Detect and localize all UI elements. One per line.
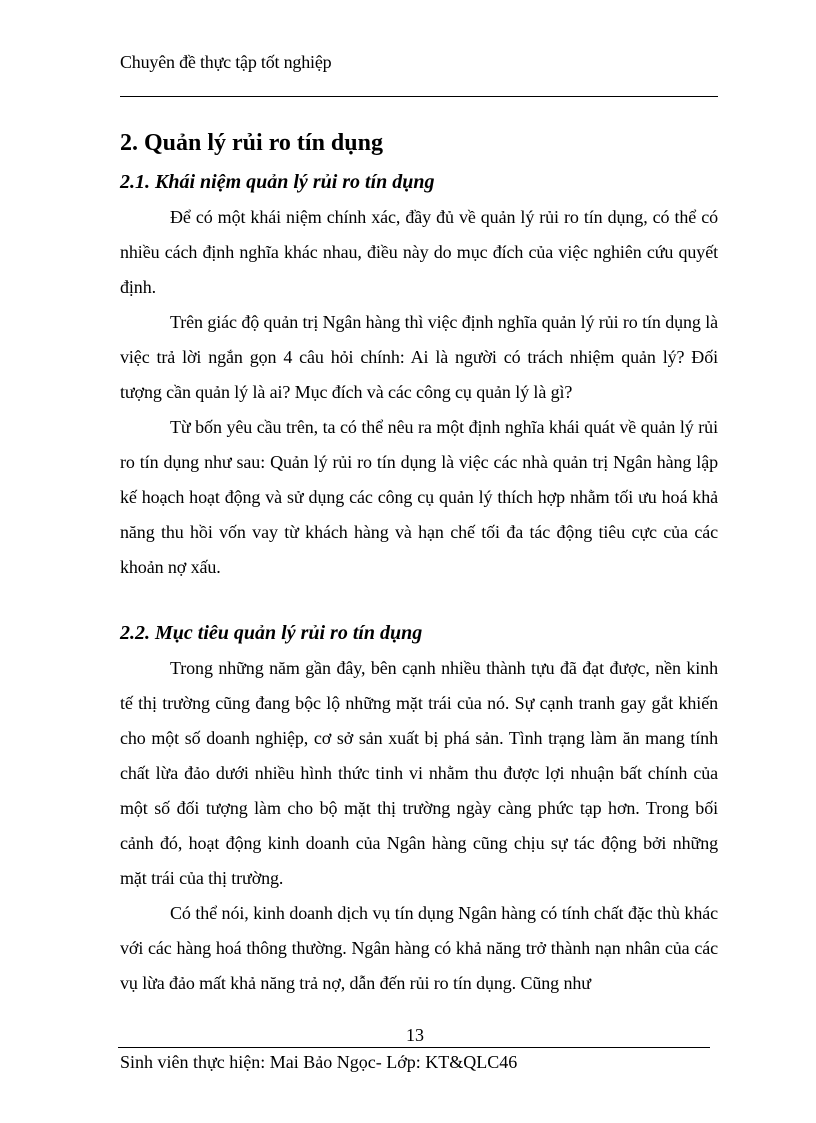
subsection-title-2-1: 2.1. Khái niệm quản lý rủi ro tín dụng xyxy=(120,171,435,193)
subsection-title-2-2: 2.2. Mục tiêu quản lý rủi ro tín dụng xyxy=(120,622,423,644)
header-divider xyxy=(120,96,718,97)
page-number: 13 xyxy=(406,1025,424,1045)
paragraph: Từ bốn yêu cầu trên, ta có thể nêu ra một định nghĩa khái quát về quản lý rủi ro tín dụng như sau: Quản lý rủi ro tín dụng là việc các nhà quản trị Ngân hàng lập kế hoạch hoạt động và sử dụng các công cụ quản lý thích hợp nhằm tối ưu hoá khả năng thu hồi vốn vay từ khách hàng và hạn chế tối đa tác động tiêu cực của các khoản nợ xấu. xyxy=(120,417,718,577)
page-content xyxy=(120,126,718,1001)
footer-author-line: Sinh viên thực hiện: Mai Bảo Ngọc- Lớp: KT&QLC46 xyxy=(120,1052,518,1072)
running-header: Chuyên đề thực tập tốt nghiệp xyxy=(120,52,332,72)
paragraph: Có thể nói, kinh doanh dịch vụ tín dụng Ngân hàng có tính chất đặc thù khác với các hàng hoá thông thường. Ngân hàng có khả năng trở thành nạn nhân của các vụ lừa đảo mất khả năng trả nợ, dẫn đến rủi ro tín dụng. Cũng như xyxy=(120,903,718,993)
section-title: 2. Quản lý rủi ro tín dụng xyxy=(120,130,383,156)
paragraph: Trên giác độ quản trị Ngân hàng thì việc định nghĩa quản lý rủi ro tín dụng là việc trả lời ngắn gọn 4 câu hỏi chính: Ai là người có trách nhiệm quản lý? Đối tượng cần quản lý là ai? Mục đích và các công cụ quản lý là gì? xyxy=(120,312,718,402)
paragraph: Để có một khái niệm chính xác, đầy đủ về quản lý rủi ro tín dụng, có thể có nhiều cách định nghĩa khác nhau, điều này do mục đích của việc nghiên cứu quyết định. xyxy=(120,207,718,297)
paragraph: Trong những năm gần đây, bên cạnh nhiều thành tựu đã đạt được, nền kinh tế thị trường cũng đang bộc lộ những mặt trái của nó. Sự cạnh tranh gay gắt khiến cho một số doanh nghiệp, cơ sở sản xuất bị phá sản. Tình trạng làm ăn mang tính chất lừa đảo dưới nhiều hình thức tinh vi nhằm thu được lợi nhuận bất chính của một số đối tượng làm cho bộ mặt thị trường ngày càng phức tạp hơn. Trong bối cảnh đó, hoạt động kinh doanh của Ngân hàng cũng chịu sự tác động bởi những mặt trái của thị trường. xyxy=(120,658,718,888)
footer-divider xyxy=(118,1047,710,1048)
